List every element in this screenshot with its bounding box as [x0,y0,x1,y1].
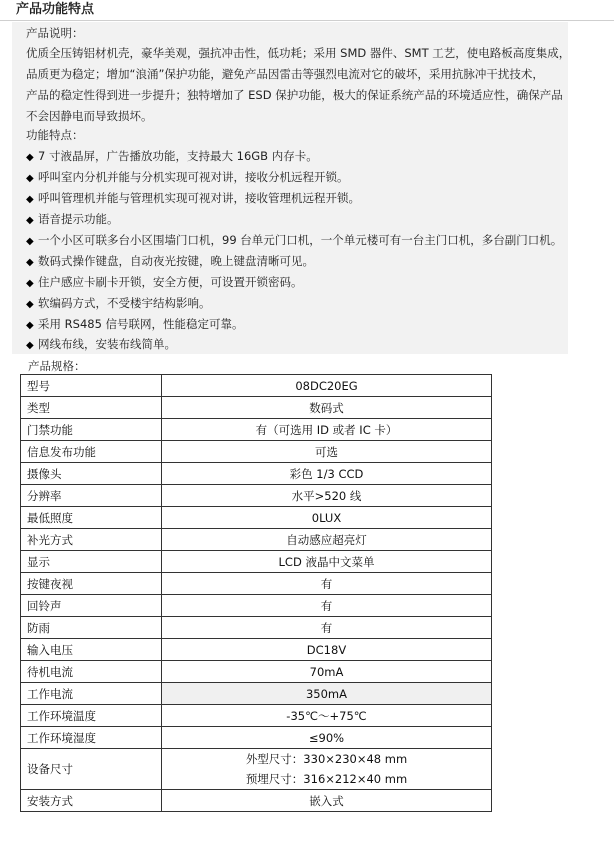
spec-value: 可选 [162,441,492,463]
feature-item [26,232,562,250]
spec-value: 0LUX [162,507,492,529]
spec-label: 防雨 [21,617,162,639]
diamond-bullet-icon: ◆ [26,215,34,226]
feature-text: 软编码方式，不受楼宇结构影响。 [38,296,211,310]
spec-value: 有 [162,617,492,639]
spec-value-cell [162,749,492,790]
table-row [21,639,492,661]
spec-label: 信息发布功能 [21,441,162,463]
feature-item [26,190,360,208]
spec-label: 补光方式 [21,529,162,551]
feature-text: 语音提示功能。 [38,212,119,226]
feature-text: 一个小区可联多台小区围墙门口机，99 台单元门口机，一个单元楼可有一台主门口机，多台副门口机。 [38,233,563,247]
spec-label: 显示 [21,551,162,573]
table-row [21,661,492,683]
description-line: 不会因静电而导致损坏。 [26,109,153,123]
table-row [21,507,492,529]
table-row [21,727,492,749]
diamond-bullet-icon: ◆ [26,257,34,268]
spec-label: 门禁功能 [21,419,162,441]
diamond-bullet-icon: ◆ [26,236,34,247]
spec-value: 外型尺寸：330×230×48 mm [245,752,408,766]
table-row [21,529,492,551]
table-row [21,419,492,441]
description-line: 品质更为稳定；增加“浪涌”保护功能，避免产品因雷击等强烈电流对它的破坏，采用抗脉冲干扰技术， [26,67,544,81]
spec-value: -35℃～+75℃ [162,705,492,727]
feature-item [26,253,314,271]
feature-text: 呼叫管理机并能与管理机实现可视对讲，接收管理机远程开锁。 [38,191,360,205]
spec-value: 有（可选用 ID 或者 IC 卡） [162,419,492,441]
feature-item [26,316,244,334]
spec-label: 工作环境湿度 [21,727,162,749]
spec-label: 型号 [21,375,162,397]
feature-text: 住户感应卡刷卡开锁，安全方便，可设置开锁密码。 [38,275,303,289]
specs-caption: 产品规格： [28,359,86,373]
table-row [21,397,492,419]
spec-label: 最低照度 [21,507,162,529]
title-bar [0,0,614,22]
description-line: 优质全压铸铝材机壳，豪华美观，强抗冲击性，低功耗；采用 SMD 器件、SMT 工艺，使电路板高度集成， [26,46,571,60]
spec-label: 分辨率 [21,485,162,507]
diamond-bullet-icon: ◆ [26,152,34,163]
spec-value: DC18V [162,639,492,661]
spec-value: 08DC20EG [162,375,492,397]
specs-table [20,374,492,812]
spec-label: 安装方式 [21,790,162,812]
spec-label: 类型 [21,397,162,419]
description-heading: 产品说明： [26,26,84,40]
feature-item [26,274,303,292]
table-row [21,463,492,485]
spec-value: 自动感应超亮灯 [162,529,492,551]
feature-item [26,169,349,187]
spec-value: 有 [162,595,492,617]
spec-value: ≤90% [162,727,492,749]
spec-value: 预埋尺寸：316×212×40 mm [245,772,408,786]
table-row [21,551,492,573]
feature-text: 数码式操作键盘，自动夜光按键，晚上键盘清晰可见。 [38,254,314,268]
feature-item [26,148,318,166]
table-row [21,375,492,397]
page-title: 产品功能特点 [16,2,95,17]
table-row [21,595,492,617]
spec-label: 摄像头 [21,463,162,485]
spec-value: 嵌入式 [162,790,492,812]
feature-item [26,336,176,354]
spec-value: 70mA [162,661,492,683]
diamond-bullet-icon: ◆ [26,194,34,205]
table-row [21,749,492,790]
features-heading: 功能特点： [26,128,84,142]
spec-label: 工作电流 [21,683,162,705]
table-row [21,683,492,705]
spec-label: 按键夜视 [21,573,162,595]
feature-text: 网线布线，安装布线简单。 [38,337,176,351]
spec-label: 输入电压 [21,639,162,661]
spec-value: 数码式 [162,397,492,419]
spec-value: 水平>520 线 [162,485,492,507]
feature-text: 7 寸液晶屏，广告播放功能，支持最大 16GB 内存卡。 [38,149,318,163]
table-row [21,573,492,595]
description-panel [12,22,571,354]
table-row [21,441,492,463]
table-row [21,617,492,639]
spec-value: LCD 液晶中文菜单 [162,551,492,573]
description-line: 产品的稳定性得到进一步提升；独特增加了 ESD 保护功能，极大的保证系统产品的环境适应性，确保产品 [26,88,563,102]
diamond-bullet-icon: ◆ [26,278,34,289]
table-row [21,705,492,727]
spec-label: 回铃声 [21,595,162,617]
table-row [21,485,492,507]
feature-text: 采用 RS485 信号联网，性能稳定可靠。 [38,317,244,331]
spec-label: 工作环境温度 [21,705,162,727]
feature-text: 呼叫室内分机并能与分机实现可视对讲，接收分机远程开锁。 [38,170,349,184]
diamond-bullet-icon: ◆ [26,340,34,351]
spec-value: 有 [162,573,492,595]
diamond-bullet-icon: ◆ [26,320,34,331]
spec-value: 350mA [162,683,492,705]
diamond-bullet-icon: ◆ [26,299,34,310]
feature-item [26,211,119,229]
spec-value: 彩色 1/3 CCD [162,463,492,485]
spec-label: 待机电流 [21,661,162,683]
feature-item [26,295,211,313]
title-divider [0,20,614,21]
spec-label: 设备尺寸 [21,749,162,790]
table-row [21,790,492,812]
diamond-bullet-icon: ◆ [26,173,34,184]
